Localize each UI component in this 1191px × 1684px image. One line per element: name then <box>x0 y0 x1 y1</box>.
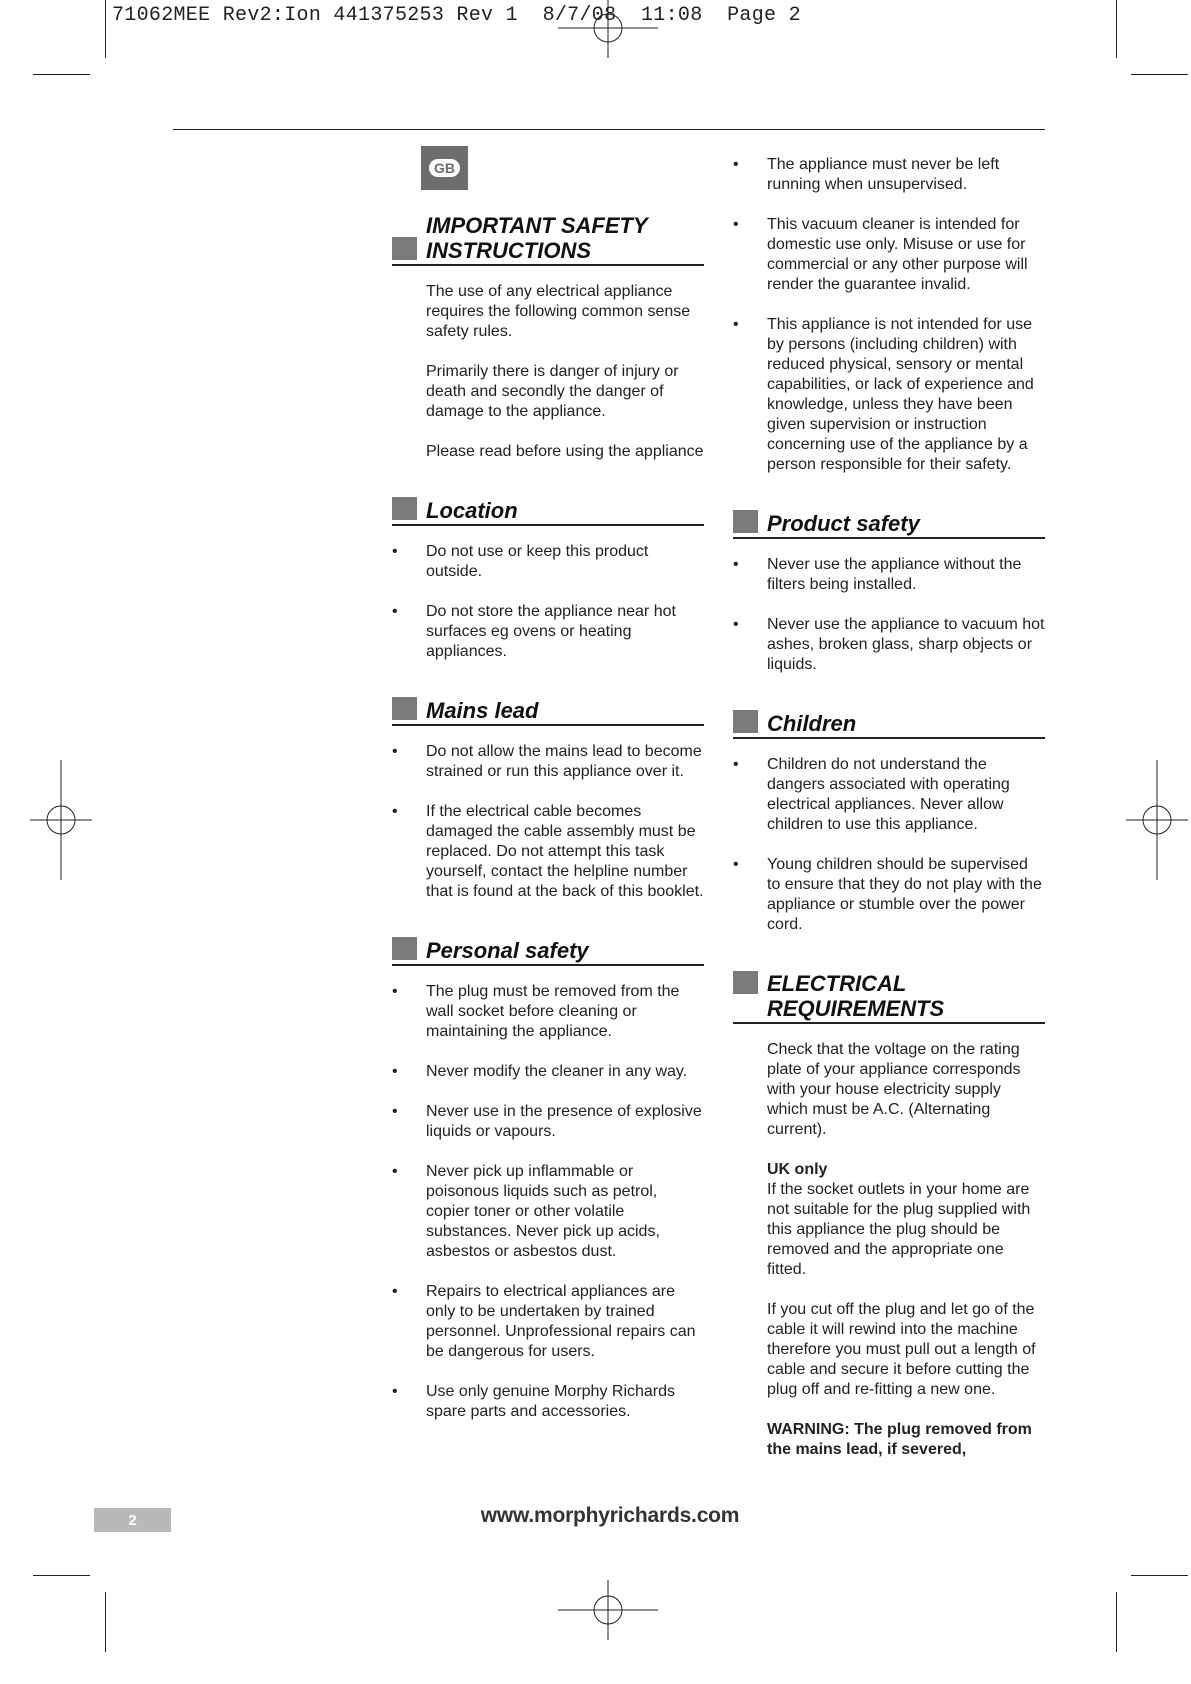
bullet-icon: • <box>392 743 398 760</box>
mains-lead-section <box>392 698 704 902</box>
heading-line: Product safety <box>767 511 920 536</box>
crop-mark <box>1131 74 1188 75</box>
crop-mark <box>33 1575 90 1576</box>
heading-line: REQUIREMENTS <box>767 996 945 1021</box>
electrical-requirements-section <box>733 971 1045 1460</box>
bullet-icon: • <box>392 983 398 1000</box>
children-section <box>733 711 1045 935</box>
bullet-item: • The plug must be removed from the wall socket before cleaning or maintaining the appliance. <box>392 983 680 1040</box>
heading-square-icon <box>733 510 758 533</box>
heading-line: INSTRUCTIONS <box>426 238 591 263</box>
heading-line: Mains lead <box>426 698 539 723</box>
bullet-icon: • <box>392 1063 398 1080</box>
bullet-item: • Do not use or keep this product outside. <box>392 543 649 580</box>
bullet-item: • Never pick up inflammable or poisonous liquids such as petrol, copier toner or other volatile substances. Never pick up acids, asbestos or asbestos dust. <box>392 1163 660 1260</box>
paragraph: The use of any electrical appliance requires the following common sense safety rules. <box>426 283 691 340</box>
paragraph: Please read before using the appliance <box>426 443 704 460</box>
bullet-icon: • <box>733 556 739 573</box>
bullet-icon: • <box>392 1383 398 1400</box>
bullet-item: • Never use in the presence of explosive liquids or vapours. <box>392 1103 702 1140</box>
heading-line: ELECTRICAL <box>767 971 907 996</box>
bullet-item: • The appliance must never be left running when unsupervised. <box>733 156 1000 193</box>
bullet-item: • Repairs to electrical appliances are only to be undertaken by trained personnel. Unprofessional repairs can be dangerous for users. <box>392 1283 696 1360</box>
section-heading <box>392 498 704 526</box>
bullet-item: • This vacuum cleaner is intended for domestic use only. Misuse or use for commercial or any other purpose will render the guarantee invalid. <box>733 216 1028 293</box>
page-number-tab <box>94 1508 171 1532</box>
crop-mark <box>1116 0 1117 58</box>
website-url: www.morphyrichards.com <box>480 1504 740 1527</box>
left-column <box>392 155 704 1422</box>
bullet-icon: • <box>392 1283 398 1300</box>
bullet-item: • Never modify the cleaner in any way. <box>392 1063 688 1080</box>
section-heading <box>733 711 1045 739</box>
paragraph: If the socket outlets in your home are not suitable for the plug supplied with this appliance the plug should be removed and the appropriate one fitted. <box>767 1181 1031 1278</box>
heading-square-icon <box>733 971 758 994</box>
bullet-icon: • <box>392 543 398 560</box>
crop-mark <box>105 1592 106 1652</box>
heading-square-icon <box>392 497 417 520</box>
heading-square-icon <box>392 697 417 720</box>
bullet-item: • Do not store the appliance near hot surfaces eg ovens or heating appliances. <box>392 603 676 660</box>
bullet-icon: • <box>392 1103 398 1120</box>
registration-mark-icon <box>1126 760 1188 880</box>
bullet-icon: • <box>733 316 739 333</box>
bullet-icon: • <box>733 156 739 173</box>
heading-square-icon <box>733 710 758 733</box>
print-slug: 71062MEE Rev2:Ion 441375253 Rev 1 8/7/08 11:08 Page 2 <box>112 4 801 27</box>
general-safety-list <box>733 155 1045 475</box>
paragraph: Primarily there is danger of injury or death and secondly the danger of damage to the appliance. <box>426 363 679 420</box>
bullet-icon: • <box>392 803 398 820</box>
heading-line: Location <box>426 498 518 523</box>
section-heading <box>733 971 1045 1024</box>
crop-mark <box>33 74 90 75</box>
bullet-icon: • <box>392 603 398 620</box>
bullet-icon: • <box>733 616 739 633</box>
paragraph: Check that the voltage on the rating plate of your appliance corresponds with your house electricity supply which must be A.C. (Alternating current). <box>767 1041 1021 1138</box>
bullet-icon: • <box>392 1163 398 1180</box>
registration-mark-icon <box>30 760 92 880</box>
heading-square-icon <box>392 237 417 260</box>
bullet-item: • Young children should be supervised to ensure that they do not play with the appliance or stumble over the power cord. <box>733 856 1042 933</box>
product-safety-section <box>733 511 1045 675</box>
heading-line: IMPORTANT SAFETY <box>426 213 648 238</box>
top-rule <box>173 129 1045 130</box>
heading-square-icon <box>392 937 417 960</box>
bullet-icon: • <box>733 216 739 233</box>
personal-safety-section <box>392 938 704 1422</box>
uk-only-label: UK only <box>767 1161 828 1178</box>
heading-line: Personal safety <box>426 938 589 963</box>
right-column <box>733 155 1045 1460</box>
crop-mark <box>1116 1592 1117 1652</box>
bullet-item: • Use only genuine Morphy Richards spare parts and accessories. <box>392 1383 676 1420</box>
page-number: 2 <box>128 1511 137 1529</box>
bullet-item: • This appliance is not intended for use by persons (including children) with reduced physical, sensory or mental capabilities, or lack of experience and knowledge, unless they have been given supervision or instruction concerning use of the appliance by a person responsible for their safety. <box>733 316 1034 473</box>
language-badge-label: GB <box>429 159 460 177</box>
section-heading <box>733 511 1045 539</box>
bullet-icon: • <box>733 856 739 873</box>
heading-line: Children <box>767 711 857 736</box>
bullet-icon: • <box>733 756 739 773</box>
section-heading <box>392 213 704 266</box>
crop-mark <box>1131 1575 1188 1576</box>
section-heading <box>392 938 704 966</box>
important-safety-section <box>392 213 704 462</box>
crop-mark <box>105 0 106 58</box>
bullet-item: • Children do not understand the dangers associated with operating electrical appliances. Never allow children to use this appliance. <box>733 756 1010 833</box>
bullet-item: • Never use the appliance without the filters being installed. <box>733 556 1022 593</box>
paragraph: If you cut off the plug and let go of the cable it will rewind into the machine therefore you must pull out a length of cable and secure it before cutting the plug off and re-fitting a new one. <box>767 1301 1036 1398</box>
registration-mark-icon <box>550 1580 666 1640</box>
registration-mark-icon <box>550 0 666 58</box>
bullet-item: • Never use the appliance to vacuum hot ashes, broken glass, sharp objects or liquids. <box>733 616 1045 673</box>
bullet-item: • If the electrical cable becomes damaged the cable assembly must be replaced. Do not attempt this task yourself, contact the helpline number that is found at the back of this booklet. <box>392 803 704 900</box>
warning-text: WARNING: The plug removed from the mains lead, if severed, <box>767 1421 1032 1458</box>
section-heading <box>392 698 704 726</box>
bullet-item: • Do not allow the mains lead to become strained or run this appliance over it. <box>392 743 702 780</box>
location-section <box>392 498 704 662</box>
